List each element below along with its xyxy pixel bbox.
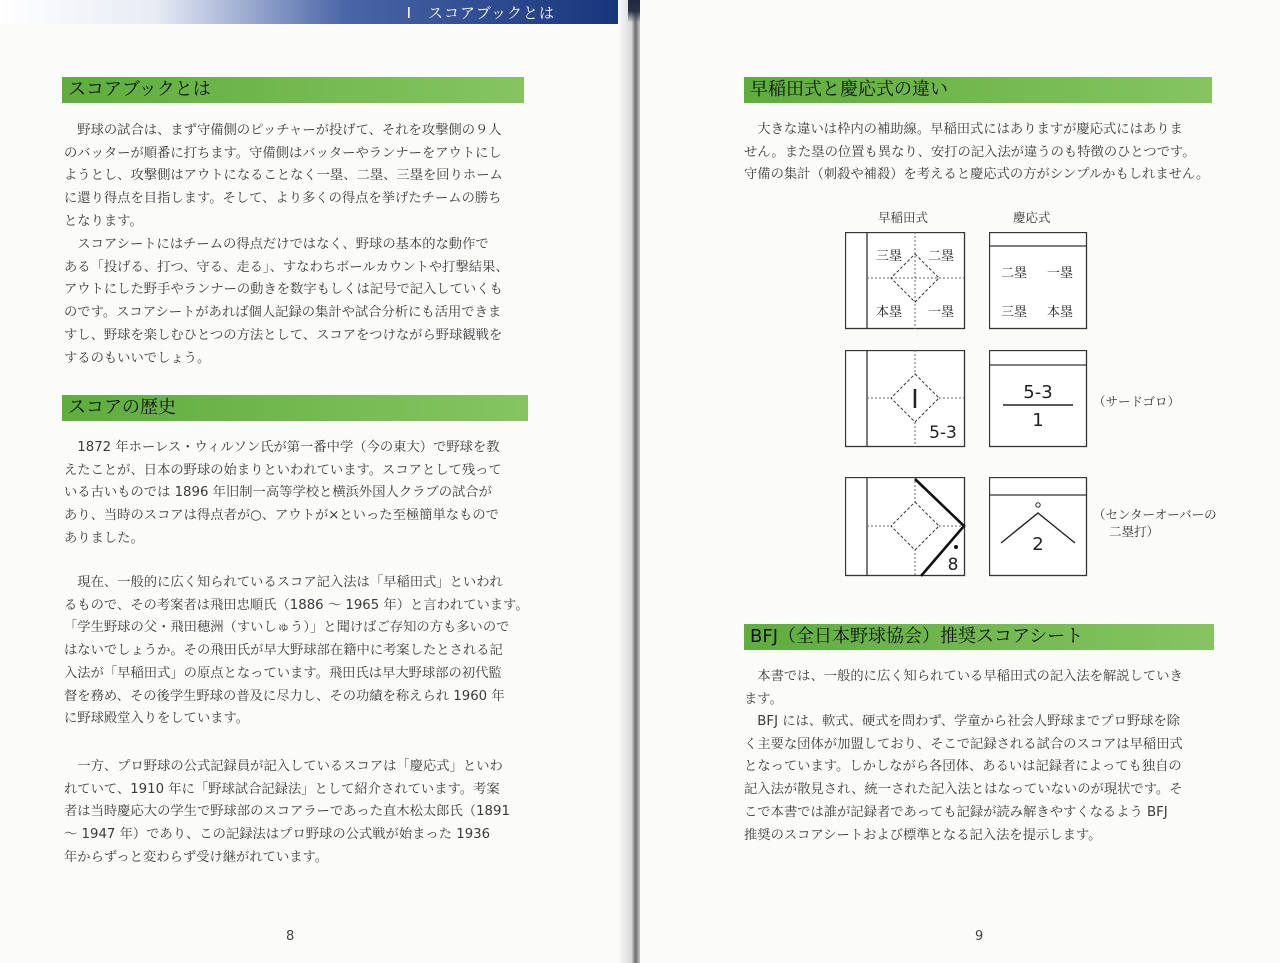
text-line: 一方、プロ野球の公式記録員が記入しているスコアは「慶応式」といわ	[64, 759, 503, 774]
left-page	[0, 0, 628, 963]
text-line: るもので、その考案者は飛田忠順氏（1886 ～ 1965 年）と言われています。	[64, 597, 529, 613]
text-line: 守備の集計（刺殺や補殺）を考えると慶応式の方がシンプルかもしれません。	[744, 167, 1210, 183]
chapter-title: I スコアブックとは	[406, 4, 555, 22]
text-line: はないでしょうか。その飛田氏が早大野球部在籍中に考案したとされる記	[64, 643, 503, 659]
caption-third-grounder: （サードゴロ）	[1093, 394, 1181, 409]
waseda-double-box	[845, 477, 966, 577]
text-line: 年からずっと変わらず受け継がれています。	[64, 849, 329, 865]
text-line: すし、野球を楽しむひとつの方法として、スコアをつけながら野球観戦を	[64, 327, 503, 343]
text-line: 野球の試合は、まず守備側のピッチャーが投げて、それを攻撃側の９人	[64, 123, 502, 138]
text-line: 者は当時慶応大の学生で野球部のスコアラーであった直木松太郎氏（1891	[64, 804, 510, 820]
text-line: 入法が「早稲田式」の原点となっています。飛田氏は早大野球部の初代監	[64, 665, 502, 681]
text-line: ある「投げる、打つ、守る、走る」、すなわちボールカウントや打撃結果、	[64, 259, 509, 275]
text-line: ようとし、攻撃側はアウトになることなく一塁、二塁、三塁を回りホーム	[64, 168, 503, 184]
text-line: 推奨のスコアシートおよび標準となる記入法を提示します。	[744, 827, 1102, 843]
right-page	[640, 0, 1280, 963]
waseda-grounder-box	[845, 350, 966, 448]
paragraph	[64, 120, 503, 234]
keio-base-layout-box	[989, 232, 1088, 330]
text-line: するのもいいでしょう。	[64, 350, 211, 366]
paragraph	[64, 234, 509, 370]
text-line: 記入法が散見され、統一された記入法とはなっていないのが現状です。そ	[744, 782, 1183, 798]
text-line: こで本書では誰が記録者であっても記録が読み解きやすくなるよう BFJ	[744, 804, 1168, 820]
text-line: く主要な団体が加盟しており、そこで記録される試合のスコアは早稲田式	[744, 736, 1183, 752]
paragraph	[64, 756, 510, 870]
paragraph	[64, 437, 502, 551]
section-heading-history: スコアの歴史	[62, 395, 528, 421]
column-label-keio: 慶応式	[1013, 210, 1051, 225]
text-line: ます。	[744, 691, 783, 707]
text-line: 「学生野球の父・飛田穂洲（すいしゅう）」と聞けばご存知の方も多いので	[64, 620, 510, 636]
label-home-base: 本塁	[1046, 305, 1074, 320]
text-line: に野球殿堂入りをしています。	[64, 711, 250, 727]
keio-double-box	[989, 477, 1088, 577]
page-number: 9	[975, 929, 984, 944]
text-line: れていて、1910 年に「野球試合記録法」として紹介されています。考案	[64, 781, 500, 797]
label-second-base: 二塁	[1000, 266, 1028, 281]
text-line: に還り得点を目指します。そして、より多くの得点を挙げたチームの勝ち	[64, 191, 502, 207]
text-line: せん。また塁の位置も異なり、安打の記入法が違うのも特徴のひとつです。	[744, 144, 1196, 160]
caption-center-double-cont: 二塁打）	[1109, 524, 1160, 539]
text-line: となります。	[64, 213, 143, 229]
section-heading-scorebook: スコアブックとは	[62, 77, 524, 103]
fraction-numerator: 5-3	[1023, 382, 1053, 403]
keio-grounder-box	[989, 350, 1088, 448]
caption-center-double: （センターオーバーの	[1093, 507, 1217, 522]
label-first-base: 一塁	[1046, 266, 1074, 281]
paragraph	[64, 572, 529, 731]
label-home-base: 本塁	[875, 305, 903, 320]
text-line: 督を務め、その後学生野球の普及に尽力し、その功績を称えられ 1960 年	[64, 688, 505, 704]
text-line: 本書では、一般的に広く知られている早稲田式の記入法を解説していき	[744, 669, 1183, 684]
text-line: ありました。	[64, 530, 144, 546]
text-line: 現在、一般的に広く知られているスコア記入法は「早稲田式」といわれ	[64, 575, 503, 590]
text-line: BFJ には、軟式、硬式を問わず、学童から社会人野球までプロ野球を除	[744, 714, 1181, 729]
chapter-header-band	[0, 0, 625, 24]
text-line: スコアシートにはチームの得点だけではなく、野球の基本的な動作で	[64, 237, 489, 252]
text-line: いる古いものでは 1896 年旧制一高等学校と横浜外国人クラブの試合が	[64, 485, 492, 501]
paragraph	[744, 119, 1209, 187]
section-heading-waseda-vs-keio: 早稲田式と慶応式の違い	[744, 77, 1212, 103]
play-code: 5-3	[929, 423, 957, 443]
column-label-waseda: 早稲田式	[878, 210, 929, 225]
text-line: あり、当時のスコアは得点者が○、アウトが×といった至極簡単なもので	[64, 508, 499, 524]
text-line: 1872 年ホーレス・ウィルソン氏が第一番中学（今の東大）で野球を教	[64, 440, 500, 455]
text-line: のバッターが順番に打ちます。守備側はバッターやランナーをアウトにし	[64, 145, 502, 161]
text-line: アウトにした野手やランナーの動きを数字もしくは記号で記入していくも	[64, 282, 503, 298]
text-line: 大きな違いは枠内の補助線。早稲田式にはありますが慶応式にはありま	[744, 122, 1183, 137]
paragraph	[744, 711, 1183, 847]
fraction-denominator: 1	[1032, 410, 1044, 431]
text-line: のです。スコアシートがあれば個人記録の集計や試合分析にも活用できま	[64, 305, 502, 321]
out-mark: I	[911, 385, 919, 415]
text-line: となっています。しかしながら各団体、あるいは記録者によっても独自の	[744, 759, 1182, 775]
paragraph	[744, 666, 1183, 711]
hit-number: 2	[1032, 534, 1044, 555]
text-line: ～ 1947 年）であり、この記録法はプロ野球の公式戦が始まった 1936	[64, 827, 491, 843]
waseda-base-layout-box	[845, 232, 966, 330]
label-first-base: 一塁	[927, 305, 955, 320]
page-number: 8	[286, 929, 295, 944]
label-second-base: 二塁	[927, 249, 955, 264]
text-line: えたことが、日本の野球の始まりといわれています。スコアとして残って	[64, 462, 502, 478]
fielder-number: 8	[947, 555, 959, 575]
label-third-base: 三塁	[1000, 305, 1028, 320]
label-third-base: 三塁	[875, 249, 903, 264]
section-heading-bfj: BFJ（全日本野球協会）推奨スコアシート	[744, 624, 1214, 650]
